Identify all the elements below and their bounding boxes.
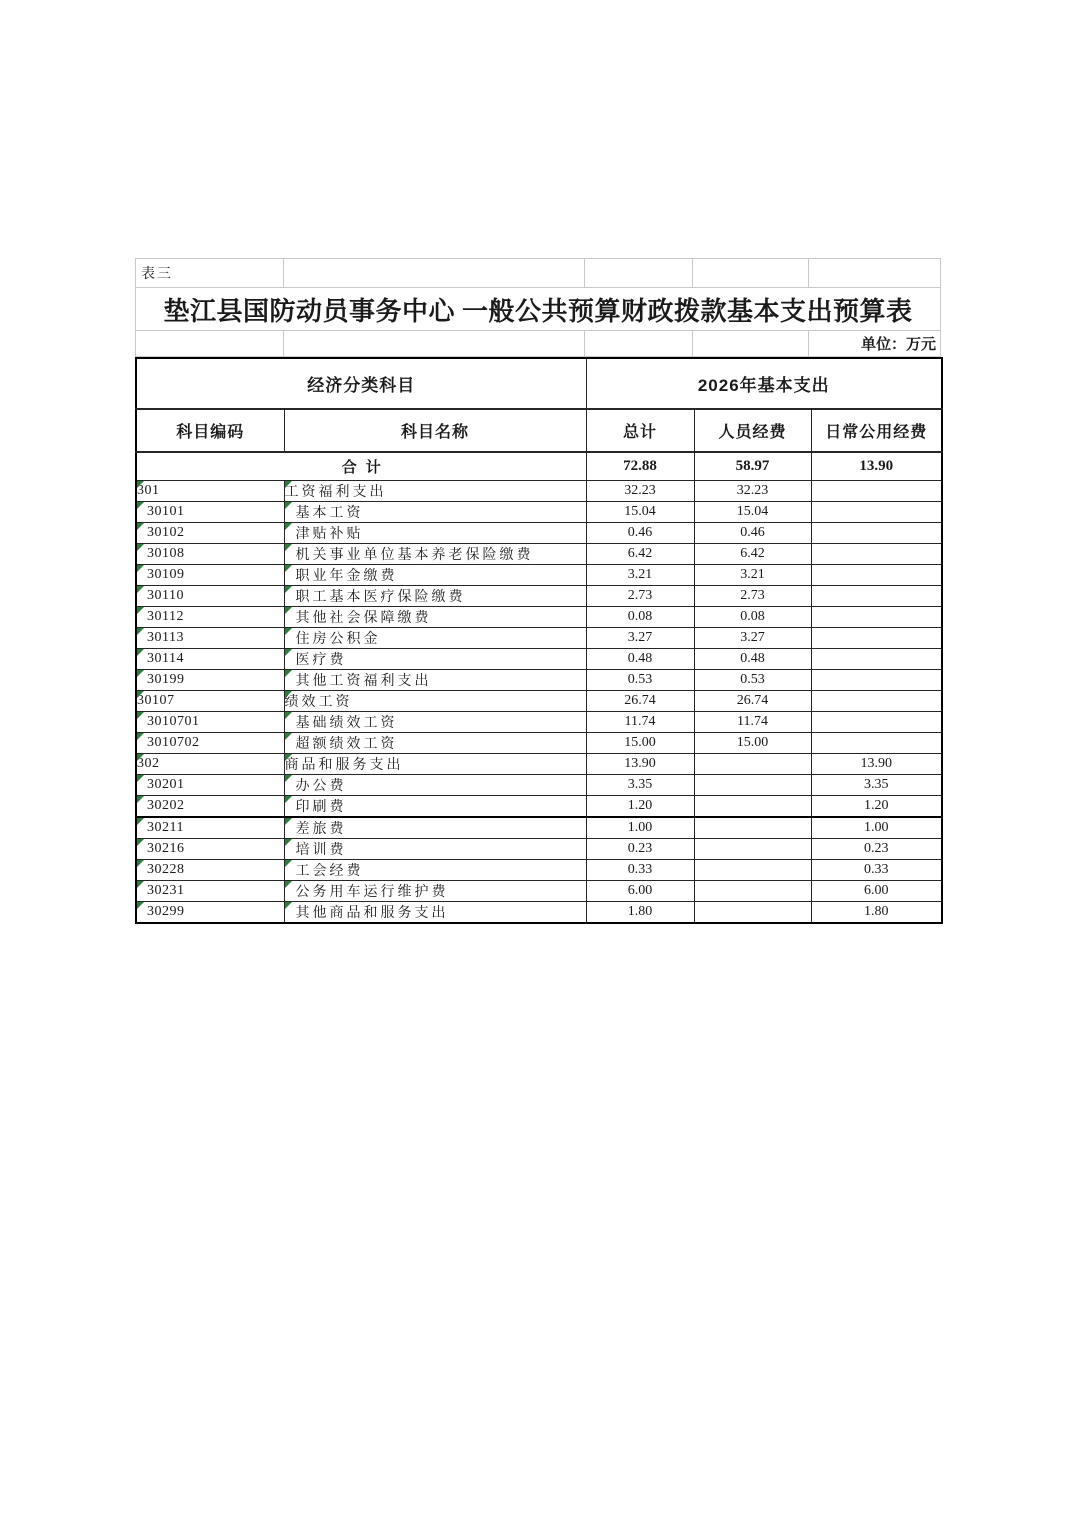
error-indicator-icon <box>137 818 144 825</box>
personnel-value: 15.00 <box>694 732 811 753</box>
subject-code: 30101 <box>147 503 185 519</box>
personnel-value: 3.27 <box>694 627 811 648</box>
code-cell <box>136 732 284 753</box>
personnel-value <box>694 859 811 880</box>
code-cell <box>136 627 284 648</box>
daily-expense-value: 1.80 <box>811 901 942 923</box>
daily-expense-value: 1.20 <box>811 795 942 817</box>
table-row <box>136 648 942 669</box>
sheet-label-row <box>135 258 941 287</box>
subject-name: 差旅费 <box>295 821 347 837</box>
table-row <box>136 564 942 585</box>
personnel-value: 2.73 <box>694 585 811 606</box>
personnel-value: 15.04 <box>694 501 811 522</box>
error-indicator-icon <box>137 502 144 509</box>
subject-code: 30113 <box>147 629 184 645</box>
code-cell <box>136 501 284 522</box>
error-indicator-icon <box>285 586 292 593</box>
daily-expense-value: 6.00 <box>811 880 942 901</box>
table-row <box>136 732 942 753</box>
daily-expense-value <box>811 543 942 564</box>
column-header-code: 科目编码 <box>136 409 284 452</box>
error-indicator-icon <box>285 481 292 488</box>
total-value: 1.20 <box>586 795 694 817</box>
grand-total-daily: 13.90 <box>811 452 942 480</box>
error-indicator-icon <box>137 670 144 677</box>
error-indicator-icon <box>137 565 144 572</box>
total-value: 6.00 <box>586 880 694 901</box>
table-row <box>136 838 942 859</box>
code-cell <box>136 711 284 732</box>
sheet-label-cell <box>136 259 284 287</box>
total-value: 0.08 <box>586 606 694 627</box>
code-cell <box>136 564 284 585</box>
name-cell <box>284 838 586 859</box>
table-row <box>136 880 942 901</box>
error-indicator-icon <box>137 607 144 614</box>
daily-expense-value <box>811 585 942 606</box>
total-value: 2.73 <box>586 585 694 606</box>
daily-expense-value <box>811 522 942 543</box>
subject-name: 医疗费 <box>295 652 347 668</box>
subject-name: 绩效工资 <box>284 694 353 710</box>
name-cell <box>284 859 586 880</box>
code-cell <box>136 648 284 669</box>
grid-cell <box>693 331 810 356</box>
daily-expense-value: 0.33 <box>811 859 942 880</box>
error-indicator-icon <box>285 670 292 677</box>
error-indicator-icon <box>137 775 144 782</box>
total-value: 6.42 <box>586 543 694 564</box>
budget-sheet <box>135 258 941 924</box>
total-value: 0.48 <box>586 648 694 669</box>
total-value: 0.53 <box>586 669 694 690</box>
table-row <box>136 859 942 880</box>
name-cell <box>284 795 586 817</box>
personnel-value: 0.48 <box>694 648 811 669</box>
table-row <box>136 669 942 690</box>
name-cell <box>284 732 586 753</box>
header-group-row <box>136 358 942 409</box>
error-indicator-icon <box>285 860 292 867</box>
code-cell <box>136 880 284 901</box>
code-cell <box>136 901 284 923</box>
subject-name: 工资福利支出 <box>284 484 387 500</box>
personnel-value <box>694 795 811 817</box>
error-indicator-icon <box>137 754 144 761</box>
total-value: 26.74 <box>586 690 694 711</box>
code-cell <box>136 669 284 690</box>
daily-expense-value: 1.00 <box>811 817 942 839</box>
code-cell <box>136 795 284 817</box>
grand-total-personnel: 58.97 <box>694 452 811 480</box>
subject-code: 30108 <box>147 545 185 561</box>
name-cell <box>284 753 586 774</box>
name-cell <box>284 711 586 732</box>
total-value: 3.21 <box>586 564 694 585</box>
table-row <box>136 480 942 501</box>
error-indicator-icon <box>285 775 292 782</box>
subject-code: 30211 <box>147 819 184 835</box>
grid-cell <box>585 331 693 356</box>
error-indicator-icon <box>137 881 144 888</box>
total-value: 3.35 <box>586 774 694 795</box>
header-economic-classification: 经济分类科目 <box>136 358 586 409</box>
subject-name: 职工基本医疗保险缴费 <box>295 589 466 605</box>
table-row <box>136 795 942 817</box>
unit-note: 单位：万元 <box>860 336 936 353</box>
error-indicator-icon <box>285 649 292 656</box>
table-row <box>136 774 942 795</box>
total-value: 11.74 <box>586 711 694 732</box>
daily-expense-value <box>811 564 942 585</box>
table-row <box>136 606 942 627</box>
daily-expense-value <box>811 501 942 522</box>
total-value: 0.46 <box>586 522 694 543</box>
personnel-value: 3.21 <box>694 564 811 585</box>
error-indicator-icon <box>137 712 144 719</box>
header-columns-row <box>136 409 942 452</box>
error-indicator-icon <box>137 628 144 635</box>
name-cell <box>284 648 586 669</box>
daily-expense-value: 0.23 <box>811 838 942 859</box>
personnel-value: 26.74 <box>694 690 811 711</box>
code-cell <box>136 543 284 564</box>
daily-expense-value <box>811 480 942 501</box>
code-cell <box>136 585 284 606</box>
subject-name: 职业年金缴费 <box>295 568 398 584</box>
name-cell <box>284 669 586 690</box>
name-cell <box>284 522 586 543</box>
code-cell <box>136 753 284 774</box>
subject-name: 办公费 <box>295 778 347 794</box>
name-cell <box>284 543 586 564</box>
subject-code: 30228 <box>147 861 185 877</box>
table-row <box>136 501 942 522</box>
error-indicator-icon <box>137 839 144 846</box>
personnel-value <box>694 880 811 901</box>
total-value: 13.90 <box>586 753 694 774</box>
personnel-value <box>694 774 811 795</box>
personnel-value: 0.46 <box>694 522 811 543</box>
table-body <box>136 452 942 923</box>
daily-expense-value <box>811 627 942 648</box>
total-value: 1.80 <box>586 901 694 923</box>
personnel-value <box>694 753 811 774</box>
grid-cell <box>284 331 585 356</box>
error-indicator-icon <box>285 544 292 551</box>
subject-code: 30112 <box>147 608 184 624</box>
name-cell <box>284 480 586 501</box>
error-indicator-icon <box>285 902 292 909</box>
subject-name: 机关事业单位基本养老保险缴费 <box>295 547 534 563</box>
subject-name: 印刷费 <box>295 799 347 815</box>
error-indicator-icon <box>285 839 292 846</box>
error-indicator-icon <box>137 796 144 803</box>
subject-code: 30107 <box>137 692 175 708</box>
personnel-value: 0.53 <box>694 669 811 690</box>
code-cell <box>136 522 284 543</box>
table-row <box>136 585 942 606</box>
error-indicator-icon <box>285 796 292 803</box>
name-cell <box>284 606 586 627</box>
error-indicator-icon <box>285 733 292 740</box>
subject-name: 公务用车运行维护费 <box>295 884 449 900</box>
name-cell <box>284 690 586 711</box>
table-row <box>136 543 942 564</box>
subject-code: 30110 <box>147 587 184 603</box>
subject-code: 30201 <box>147 776 185 792</box>
grid-cell <box>284 259 585 287</box>
error-indicator-icon <box>285 502 292 509</box>
subject-name: 商品和服务支出 <box>284 757 404 773</box>
personnel-value: 0.08 <box>694 606 811 627</box>
total-value: 3.27 <box>586 627 694 648</box>
grand-total-total: 72.88 <box>586 452 694 480</box>
subject-code: 30114 <box>147 650 184 666</box>
subject-code: 3010702 <box>147 734 200 750</box>
subject-name: 津贴补贴 <box>295 526 364 542</box>
subject-code: 30102 <box>147 524 185 540</box>
subject-name: 培训费 <box>295 842 347 858</box>
daily-expense-value: 13.90 <box>811 753 942 774</box>
error-indicator-icon <box>285 754 292 761</box>
subject-code: 30299 <box>147 903 185 919</box>
error-indicator-icon <box>285 607 292 614</box>
subject-code: 30199 <box>147 671 185 687</box>
column-header-total: 总计 <box>586 409 694 452</box>
table-row <box>136 627 942 648</box>
name-cell <box>284 627 586 648</box>
budget-table <box>135 357 943 924</box>
subject-code: 30109 <box>147 566 185 582</box>
daily-expense-value <box>811 732 942 753</box>
error-indicator-icon <box>285 523 292 530</box>
page-title: 垫江县国防动员事务中心 一般公共预算财政拨款基本支出预算表 <box>163 296 913 326</box>
table-row <box>136 753 942 774</box>
total-value: 0.23 <box>586 838 694 859</box>
personnel-value <box>694 901 811 923</box>
error-indicator-icon <box>285 691 292 698</box>
table-row <box>136 817 942 839</box>
table-row <box>136 522 942 543</box>
error-indicator-icon <box>137 902 144 909</box>
subject-code: 30216 <box>147 840 185 856</box>
daily-expense-value <box>811 690 942 711</box>
daily-expense-value <box>811 648 942 669</box>
subject-name: 超额绩效工资 <box>295 736 398 752</box>
subject-name: 其他社会保障缴费 <box>295 610 432 626</box>
total-value: 15.00 <box>586 732 694 753</box>
grand-total-row <box>136 452 942 480</box>
total-value: 15.04 <box>586 501 694 522</box>
name-cell <box>284 817 586 839</box>
grid-cell <box>809 259 940 287</box>
column-header-daily-expense: 日常公用经费 <box>811 409 942 452</box>
name-cell <box>284 774 586 795</box>
subject-code: 301 <box>137 482 160 498</box>
subject-name: 其他工资福利支出 <box>295 673 432 689</box>
error-indicator-icon <box>137 586 144 593</box>
name-cell <box>284 501 586 522</box>
grid-cell <box>693 259 810 287</box>
subject-code: 30202 <box>147 797 185 813</box>
error-indicator-icon <box>285 881 292 888</box>
error-indicator-icon <box>137 544 144 551</box>
total-value: 0.33 <box>586 859 694 880</box>
unit-note-cell <box>809 331 940 356</box>
error-indicator-icon <box>137 733 144 740</box>
name-cell <box>284 901 586 923</box>
subject-code: 302 <box>137 755 160 771</box>
name-cell <box>284 585 586 606</box>
subject-code: 30231 <box>147 882 185 898</box>
personnel-value <box>694 838 811 859</box>
grid-cell <box>585 259 693 287</box>
grand-total-label: 合计 <box>136 452 586 480</box>
header-2026-basic-expenditure: 2026年基本支出 <box>586 358 942 409</box>
subject-code: 3010701 <box>147 713 200 729</box>
error-indicator-icon <box>285 818 292 825</box>
table-row <box>136 711 942 732</box>
subject-name: 住房公积金 <box>295 631 381 647</box>
error-indicator-icon <box>137 860 144 867</box>
personnel-value: 6.42 <box>694 543 811 564</box>
code-cell <box>136 859 284 880</box>
table-row <box>136 901 942 923</box>
total-value: 1.00 <box>586 817 694 839</box>
error-indicator-icon <box>285 712 292 719</box>
column-header-personnel: 人员经费 <box>694 409 811 452</box>
total-value: 32.23 <box>586 480 694 501</box>
error-indicator-icon <box>285 628 292 635</box>
error-indicator-icon <box>137 481 144 488</box>
code-cell <box>136 838 284 859</box>
daily-expense-value <box>811 606 942 627</box>
unit-row <box>135 330 941 357</box>
name-cell <box>284 564 586 585</box>
column-header-name: 科目名称 <box>284 409 586 452</box>
error-indicator-icon <box>137 691 144 698</box>
personnel-value: 11.74 <box>694 711 811 732</box>
daily-expense-value <box>811 669 942 690</box>
code-cell <box>136 480 284 501</box>
error-indicator-icon <box>285 565 292 572</box>
table-row <box>136 690 942 711</box>
sheet-label: 表三 <box>141 267 173 282</box>
grid-cell <box>136 331 284 356</box>
personnel-value <box>694 817 811 839</box>
name-cell <box>284 880 586 901</box>
personnel-value: 32.23 <box>694 480 811 501</box>
code-cell <box>136 606 284 627</box>
code-cell <box>136 817 284 839</box>
subject-name: 工会经费 <box>295 863 364 879</box>
subject-name: 其他商品和服务支出 <box>295 905 449 921</box>
code-cell <box>136 774 284 795</box>
error-indicator-icon <box>137 649 144 656</box>
title-row <box>135 287 941 330</box>
daily-expense-value: 3.35 <box>811 774 942 795</box>
daily-expense-value <box>811 711 942 732</box>
code-cell <box>136 690 284 711</box>
subject-name: 基本工资 <box>295 505 364 521</box>
error-indicator-icon <box>137 523 144 530</box>
subject-name: 基础绩效工资 <box>295 715 398 731</box>
